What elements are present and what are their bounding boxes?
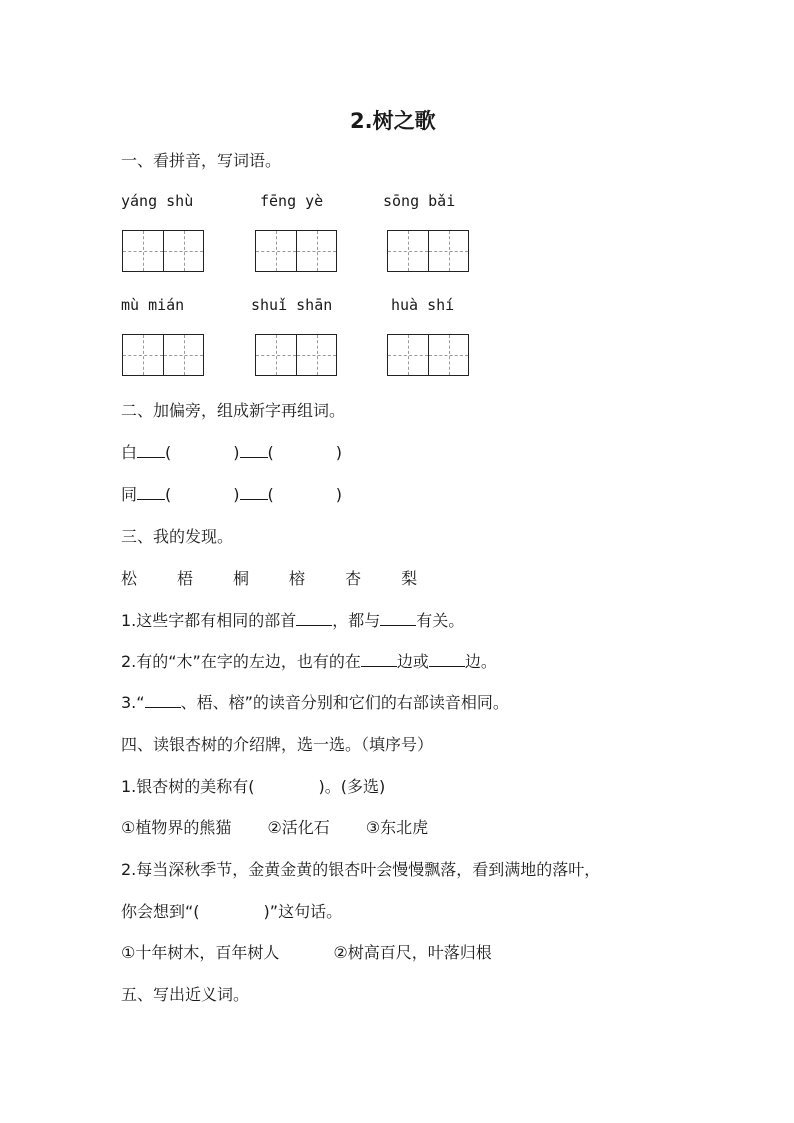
option: ②树高百尺，叶落归根: [333, 943, 492, 962]
answer-blank[interactable]: [380, 609, 416, 626]
answer-blank[interactable]: [361, 650, 397, 667]
section2-heading: 二、加偏旁，组成新字再组词。: [121, 401, 346, 420]
tree-chars-row: [121, 566, 457, 589]
section3-heading: 三、我的发现。: [121, 527, 234, 546]
base-char: 白: [121, 443, 138, 462]
option: ②活化石: [267, 818, 330, 837]
tree-char: 松: [121, 569, 138, 588]
open-paren: (: [165, 485, 172, 504]
answer-blank[interactable]: [240, 441, 268, 458]
answer-blank[interactable]: [296, 609, 332, 626]
question-4-2-line2: 你会想到“( )”这句话。: [121, 902, 343, 921]
section4-heading: 四、读银杏树的介绍牌，选一选。（填序号）: [121, 735, 434, 754]
question-3-1: 1.这些字都有相同的部首 ，都与 有关。: [121, 611, 465, 630]
tree-char: 杏: [345, 569, 362, 588]
pinyin-label: fēng yè: [260, 192, 324, 210]
question-4-1-options: [121, 815, 428, 838]
close-paren: ): [233, 485, 240, 504]
writing-grid-box[interactable]: [122, 334, 204, 376]
option: ①植物界的熊猫: [121, 818, 232, 837]
close-paren: ): [233, 443, 240, 462]
answer-blank[interactable]: [429, 650, 465, 667]
open-paren: (: [267, 485, 274, 504]
pinyin-label: yáng shù: [121, 192, 194, 210]
question-3-3: 3.“ 、梧、榕”的读音分别和它们的右部读音相同。: [121, 693, 509, 712]
pinyin-label: mù mián: [121, 296, 185, 314]
answer-blank[interactable]: [137, 441, 165, 458]
tree-char: 梨: [401, 569, 418, 588]
question-4-2-line1: 2.每当深秋季节，金黄金黄的银杏叶会慢慢飘落，看到满地的落叶，: [121, 860, 601, 879]
pinyin-label: huà shí: [391, 296, 455, 314]
tree-char: 榕: [289, 569, 306, 588]
answer-blank[interactable]: [240, 483, 268, 500]
radical-item-row: [121, 440, 342, 463]
answer-blank[interactable]: [137, 483, 165, 500]
close-paren: ): [335, 485, 343, 504]
tree-char: 桐: [233, 569, 250, 588]
base-char: 同: [121, 485, 138, 504]
page-title: 2.树之歌: [350, 109, 436, 133]
radical-item-row: [121, 482, 342, 505]
question-3-2: 2.有的“木”在字的左边，也有的在 边或 边。: [121, 652, 497, 671]
writing-grid-box[interactable]: [387, 230, 469, 272]
question-4-2-options: [121, 940, 492, 963]
open-paren: (: [165, 443, 172, 462]
question-4-1: 1.银杏树的美称有( )。(多选): [121, 777, 386, 796]
option: ③东北虎: [365, 818, 429, 837]
open-paren: (: [267, 443, 274, 462]
close-paren: ): [335, 443, 343, 462]
section5-heading: 五、写出近义词。: [121, 985, 250, 1004]
tree-char: 梧: [177, 569, 194, 588]
writing-grid-box[interactable]: [255, 230, 337, 272]
option: ①十年树木，百年树人: [121, 943, 280, 962]
pinyin-label: shuǐ shān: [251, 296, 333, 314]
writing-grid-box[interactable]: [122, 230, 204, 272]
section1-heading: 一、看拼音，写词语。: [121, 151, 282, 170]
pinyin-label: sōng bǎi: [383, 192, 456, 210]
writing-grid-box[interactable]: [387, 334, 469, 376]
answer-blank[interactable]: [145, 691, 181, 708]
writing-grid-box[interactable]: [255, 334, 337, 376]
